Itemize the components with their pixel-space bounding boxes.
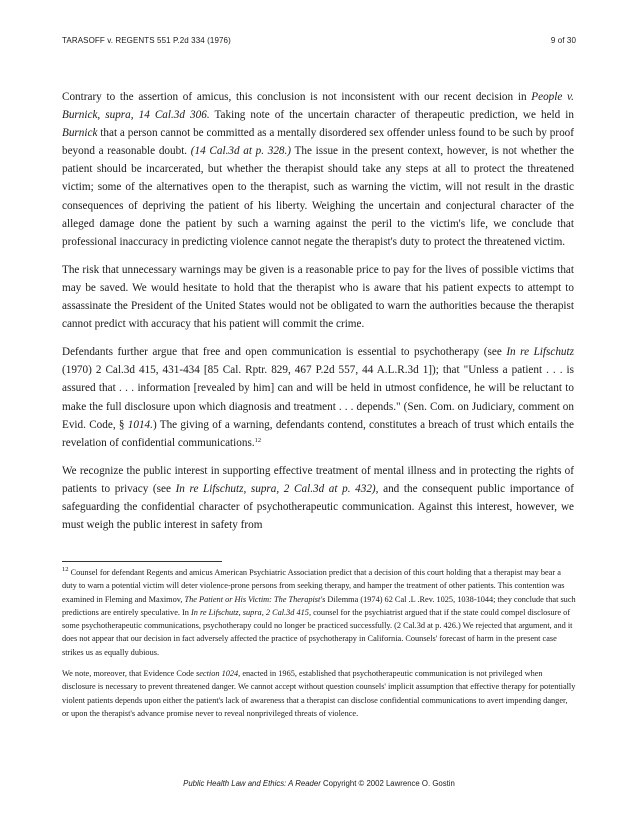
text-segment: We recognize the public interest in supporting effective treatment of mental illness and in protecting the rights of patients to privacy (see (62, 464, 574, 495)
text-segment: Defendants further argue that free and open communication is essential to psychotherapy (see (62, 346, 507, 359)
text-segment: enacted in 1965, established that psychotherapeutic communication is not privileged when disclosure is necessary to prevent threatened danger. We cannot accept without question counsels' implicit assumption that effective therapy for potentially violent patients depends upon either the patient's lack of awareness that a therapist can disclose confidential communications to avert impending danger, or upon the therapist's advance promise never to reveal nonprivileged threats of violence. (62, 669, 576, 718)
running-footer (0, 779, 638, 788)
text-segment: The issue in the present context, however, is not whether the patient should be incarcerated, but whether the therapist should take any steps at all to protect the threatened victim; some of the alternatives open to the therapist, such as warning the victim, will not result in the drastic consequences of depriving the patient of his liberty. Weighing the uncertain and conjectural character of the alleged damage done the patient by such a warning against the peril to the victim's life, we conclude that professional inaccuracy in predicting violence cannot negate the therapist's duty to protect the threatened victim. (62, 145, 574, 248)
page-number: 9 of 30 (550, 36, 576, 45)
text-segment: Dilemma (1974) 62 Cal .L .Rev. 1025, 1038-1044; they conclude that such predictions are entirely speculative. In (62, 594, 576, 617)
running-header (62, 36, 576, 45)
opinion-body (62, 88, 574, 534)
footnote-12 (62, 566, 576, 659)
text-segment: counsel for the psychiatrist argued that if the state could compel disclosure of some psychotherapeutic communications, psychotherapy could no longer be practiced successfully. (2 Cal.3d at p. 426.) We rejected that argument, and it does not appear that our decision in fact adversely affected the practice of psychotherapy in California. Counsels' forecast of harm in the present case strikes us as equally dubious. (62, 607, 573, 657)
book-title: Public Health Law and Ethics: A Reader (183, 779, 321, 788)
citation: In re Lifschutz (506, 346, 574, 359)
citation: section 1024, (196, 669, 241, 679)
citation: 1014. (127, 418, 153, 431)
text-segment: and the consequent public importance of safeguarding the confidential character of psychotherapeutic communication. Against this interest, however, we must weigh the public interest in safety from (62, 482, 574, 532)
citation: In re Lifschutz, supra, 2 Cal.3d at p. 432), (175, 482, 379, 495)
citation: The Patient or His Victim: The Therapist's (184, 594, 326, 604)
footnote-divider (62, 561, 222, 562)
text-segment: Taking note of the uncertain character of therapeutic prediction, we held in (209, 109, 574, 122)
text-segment: ) The giving of a warning, defendants contend, constitutes a breach of trust which entails the revelation of confidential communications. (62, 418, 575, 449)
text-segment: (1970) 2 Cal.3d 415, 431-434 [85 Cal. Rptr. 829, 467 P.2d 557, 44 A.L.R.3d 1]); that "Unless a patient . . . is assured that . . . information [revealed by him] can and will be held in utmost confidence, he will be reluctant to make the full disclosure upon which diagnosis and treatment . . . depends." (Sen. Com. on Judiciary, comment on Evid. Code, § (62, 364, 574, 431)
text-segment: Counsel for defendant Regents and amicus American Psychiatric Association predict that a decision of this court holding that a therapist may bear a duty to warn a potential victim will deter violence-prone persons from seeking therapy, and hamper the treatment of other patients. This contention was examined in Fleming and Maximov, (62, 568, 565, 604)
footnote-reference[interactable]: 12 (254, 436, 262, 444)
paragraph-public-interest (62, 462, 574, 534)
text-segment: We note, moreover, that Evidence Code (62, 669, 197, 679)
text-segment: that a person cannot be committed as a mentally disordered sex offender unless found to be such by proof beyond a reasonable doubt. (62, 127, 574, 158)
paragraph-unnecessary-warnings: The risk that unnecessary warnings may be given is a reasonable price to pay for the lives of possible victims that may be saved. We would hesitate to hold that the therapist who is aware that his patient expects to attempt to assassinate the President of the United States would not be obligated to warn the authorities because the therapist cannot predict with accuracy that his patient will commit the crime. (62, 263, 574, 331)
case-title: TARASOFF v. REGENTS 551 P.2d 334 (1976) (62, 36, 231, 45)
paragraph-free-communication (62, 343, 574, 452)
citation: (14 Cal.3d at p. 328.) (190, 145, 292, 158)
citation: In re Lifschutz, supra, 2 Cal.3d 415, (191, 607, 312, 617)
footnote-12-continued (62, 667, 576, 720)
citation: People v. Burnick, supra, 14 Cal.3d 306. (62, 91, 574, 122)
text-segment: Contrary to the assertion of amicus, this conclusion is not inconsistent with our recent decision in (62, 91, 532, 103)
paragraph-burnick (62, 88, 574, 251)
copyright-notice: Copyright © 2002 Lawrence O. Gostin (320, 779, 455, 788)
footnote-number: 12 (62, 566, 69, 573)
citation: Burnick (62, 127, 98, 140)
footnotes (62, 566, 576, 728)
